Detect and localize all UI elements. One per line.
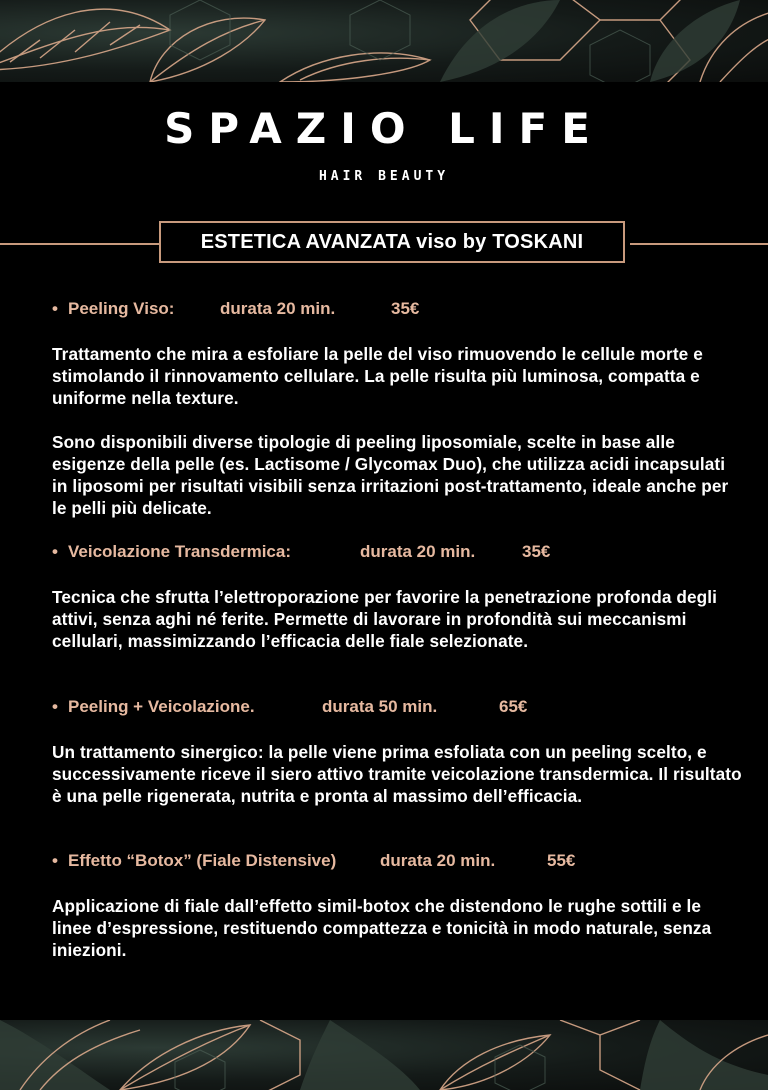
- service-price: 65€: [499, 697, 528, 716]
- service-bullet: •: [52, 851, 58, 870]
- section-title-box: [159, 221, 625, 263]
- service-name: Effetto “Botox” (Fiale Distensive): [68, 851, 337, 870]
- service-description: Un trattamento sinergico: la pelle viene prima esfoliata con un peeling scelto, e successivamente riceve il siero attivo tramite veicolazione transdermica. Il risultato è una pelle rigenerata, nutrita e pronta al massimo dell’efficacia.: [52, 742, 742, 806]
- service-name: Peeling + Veicolazione.: [68, 697, 255, 716]
- service-description: Trattamento che mira a esfoliare la pelle del viso rimuovendo le cellule morte e stimolando il rinnovamento cellulare. La pelle risulta più luminosa, compatta e uniforme nella texture.: [52, 344, 703, 408]
- service-bullet: •: [52, 697, 58, 716]
- section-rule-right: [630, 243, 768, 245]
- service-duration: durata 20 min.: [380, 851, 496, 870]
- brand-tagline: HAIR BEAUTY: [318, 169, 450, 184]
- service-price: 55€: [547, 851, 576, 870]
- service-duration: durata 50 min.: [322, 697, 438, 716]
- section-rule-left: [0, 243, 160, 245]
- service-price: 35€: [391, 299, 420, 318]
- service-bullet: •: [52, 542, 58, 561]
- brand-logo-text: SPAZIO LIFE: [164, 104, 604, 153]
- service-bullet: •: [52, 299, 58, 318]
- leaf-pattern-bottom: [0, 1020, 768, 1090]
- service-duration: durata 20 min.: [360, 542, 476, 561]
- service-name: Peeling Viso:: [68, 299, 175, 318]
- top-decorative-banner: [0, 0, 768, 82]
- section-title: ESTETICA AVANZATA viso by TOSKANI: [200, 230, 584, 253]
- bottom-decorative-banner: [0, 1020, 768, 1090]
- service-duration: durata 20 min.: [220, 299, 336, 318]
- service-description: Tecnica che sfrutta l’elettroporazione per favorire la penetrazione profonda degli attivi, senza aghi né ferite. Permette di lavorare in profondità sui meccanismi cellulari, massimizzando l’efficacia delle fiale selezionate.: [52, 587, 717, 651]
- service-name: Veicolazione Transdermica:: [68, 542, 291, 561]
- service-description: Applicazione di fiale dall’effetto simil-botox che distendono le rughe sottili e le linee d’espressione, restituendo compattezza e tonicità in modo naturale, senza iniezioni.: [52, 896, 712, 960]
- service-price: 35€: [522, 542, 551, 561]
- service-description: Sono disponibili diverse tipologie di peeling liposomiale, scelte in base alle esigenze della pelle (es. Lactisome / Glycomax Duo), che utilizza acidi incapsulati in liposomi per risultati visibili senza irritazioni post-trattamento, ideale anche per le pelli più delicate.: [52, 432, 729, 518]
- leaf-pattern-top: [0, 0, 768, 82]
